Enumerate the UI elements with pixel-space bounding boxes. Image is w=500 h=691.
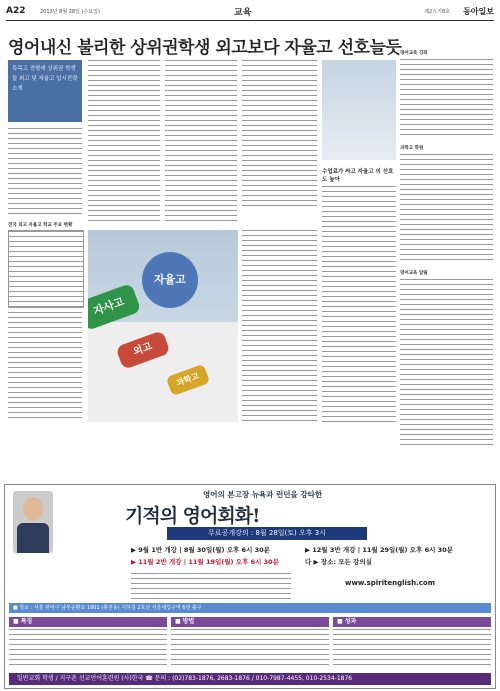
body-text-col2 [88, 60, 160, 225]
masthead [6, 4, 494, 21]
body-text-col1b [8, 312, 82, 422]
classroom-photo [322, 60, 396, 160]
ad-address: ■ 장소 : 서울 관악구 남부순환로 1801 (봉천동) 지하철 2호선 서울대입구역 6번 출구 [9, 603, 491, 613]
ad-schedule-1: ▶ 9월 1반 개강 | 8월 30일(월) 오후 6시 30분 [131, 546, 270, 554]
body-text-col5 [242, 230, 317, 422]
ad-title: 기적의 영어회화! [125, 505, 260, 527]
sidebar-sec2: 과학고 학원 [400, 146, 424, 151]
ad-schedule-2: ▶ 11월 2반 개강 | 11월 19일(월) 오후 6시 30분 [131, 558, 279, 566]
article-headline: 영어내신 불리한 상위권학생 외고보다 자율고 선호늘듯 [8, 38, 402, 58]
ad-schedule-3: ▶ 12월 3반 개강 | 11월 29일(월) 오후 6시 30분 [305, 546, 453, 554]
article-subhead: 특목고 전형에 상위권 학생들 외고 및 자율고 입시전략 소개 [8, 60, 82, 122]
stats-table [8, 230, 84, 308]
right-sidebar [400, 50, 493, 480]
table-title: 전국 외고 자율고 학교 주요 현황 [8, 223, 73, 228]
ad-result-list [333, 629, 491, 669]
sidebar-sec1: 영어교육 강좌 [400, 51, 428, 56]
page-number: A22 [6, 6, 26, 16]
photo-sign-center: 자율고 [142, 252, 198, 308]
photo-sign-3: 과학고 [166, 364, 210, 396]
ad-contact-box [131, 573, 291, 599]
photo-sign-1: 자사고 [88, 283, 141, 331]
newspaper-name: 동아일보 [463, 7, 494, 16]
sidebar-text-3 [400, 279, 493, 449]
ad-website[interactable]: www.spiritenglish.com [345, 579, 435, 587]
ad-method-list [171, 629, 329, 669]
ad-result-title: ■ 성과 [333, 617, 491, 627]
body-text-col1 [8, 128, 82, 218]
ad-footer: 일반교회 학생 / 지구촌 선교언어훈련원 (사)한국 ☎ 문의 : (02)783-1876, 2683-1876 / 010-7987-4455, 010-2534-1876 [9, 673, 491, 685]
issue-date: 2013년 8월 28일 (수요일) [40, 9, 100, 15]
mid-headline: 수업료가 싸고 자율고 의 선호도 높아 [322, 169, 394, 183]
section-title: 교육 [234, 8, 252, 18]
school-sign-photo [88, 230, 238, 422]
issue-number: 제2万기8호 [424, 9, 450, 15]
advertisement [4, 484, 496, 689]
body-text-col4 [242, 60, 317, 208]
sidebar-text-2 [400, 154, 493, 264]
ad-schedule-4: 다 ▶ 장소: 모든 강의실 [305, 558, 372, 566]
body-text-col6 [322, 186, 396, 422]
ad-banner: 무료공개강의 : 8월 28일(토) 오후 3시 [167, 527, 367, 540]
ad-supertitle: 영어의 본고장 뉴욕과 런던을 강타한 [203, 490, 323, 499]
instructor-photo [13, 491, 53, 553]
sidebar-text-1 [400, 59, 493, 139]
sidebar-sec3: 영어교육 알림 [400, 271, 428, 276]
photo-sign-2: 외고 [115, 330, 170, 370]
ad-feature-title: ■ 특징 [9, 617, 167, 627]
body-text-col3 [165, 60, 237, 225]
ad-feature-list [9, 629, 167, 669]
ad-method-title: ■ 방법 [171, 617, 329, 627]
